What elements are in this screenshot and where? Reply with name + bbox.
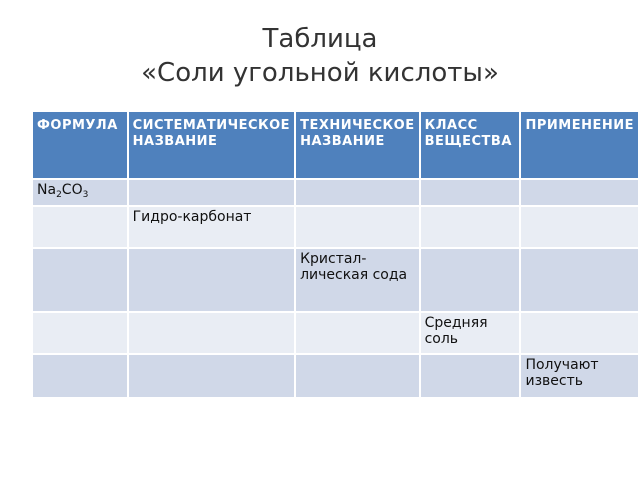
table-cell	[420, 354, 521, 398]
application-cell: Получают известь	[520, 354, 639, 398]
systematic-name-cell: Гидро-карбонат	[128, 206, 295, 248]
table-row	[32, 206, 639, 248]
table-cell	[128, 179, 295, 206]
formula-index-3: 3	[82, 190, 89, 200]
table-cell	[420, 248, 521, 312]
table-cell	[32, 248, 128, 312]
table-cell	[520, 312, 639, 354]
formula-co: CO	[61, 182, 83, 198]
table-row	[32, 354, 639, 398]
table-cell	[295, 354, 420, 398]
formula-index-2: 2	[56, 190, 62, 200]
table-cell	[420, 179, 521, 206]
table-cell	[295, 206, 420, 248]
table-header-row	[32, 111, 639, 179]
header-formula: ФОРМУЛА	[32, 111, 128, 179]
table-cell	[128, 354, 295, 398]
formula-cell	[32, 179, 128, 206]
table-cell	[128, 312, 295, 354]
table-cell	[32, 312, 128, 354]
header-substance-class: КЛАСС ВЕЩЕСТВА	[420, 111, 521, 179]
header-systematic-name: СИСТЕМАТИЧЕСКОЕ НАЗВАНИЕ	[128, 111, 295, 179]
table-cell	[32, 206, 128, 248]
table-cell	[420, 206, 521, 248]
header-technical-name: ТЕХНИЧЕСКОЕ НАЗВАНИЕ	[295, 111, 420, 179]
formula-na: Na	[37, 182, 57, 198]
table-cell	[520, 248, 639, 312]
table-cell	[520, 179, 639, 206]
substance-class-cell: Средняя соль	[420, 312, 521, 354]
table-cell	[520, 206, 639, 248]
header-application: ПРИМЕНЕНИЕ	[520, 111, 639, 179]
title-line-2: «Соли угольной кислоты»	[141, 58, 499, 88]
page-title	[0, 22, 640, 90]
table-row	[32, 312, 639, 354]
title-line-1: Таблица	[262, 24, 378, 54]
technical-name-cell: Кристал-лическая сода	[295, 248, 420, 312]
carbonate-salts-table	[31, 110, 640, 399]
table-row	[32, 248, 639, 312]
table-cell	[295, 179, 420, 206]
table-cell	[295, 312, 420, 354]
table-row	[32, 179, 639, 206]
table-cell	[32, 354, 128, 398]
table-cell	[128, 248, 295, 312]
